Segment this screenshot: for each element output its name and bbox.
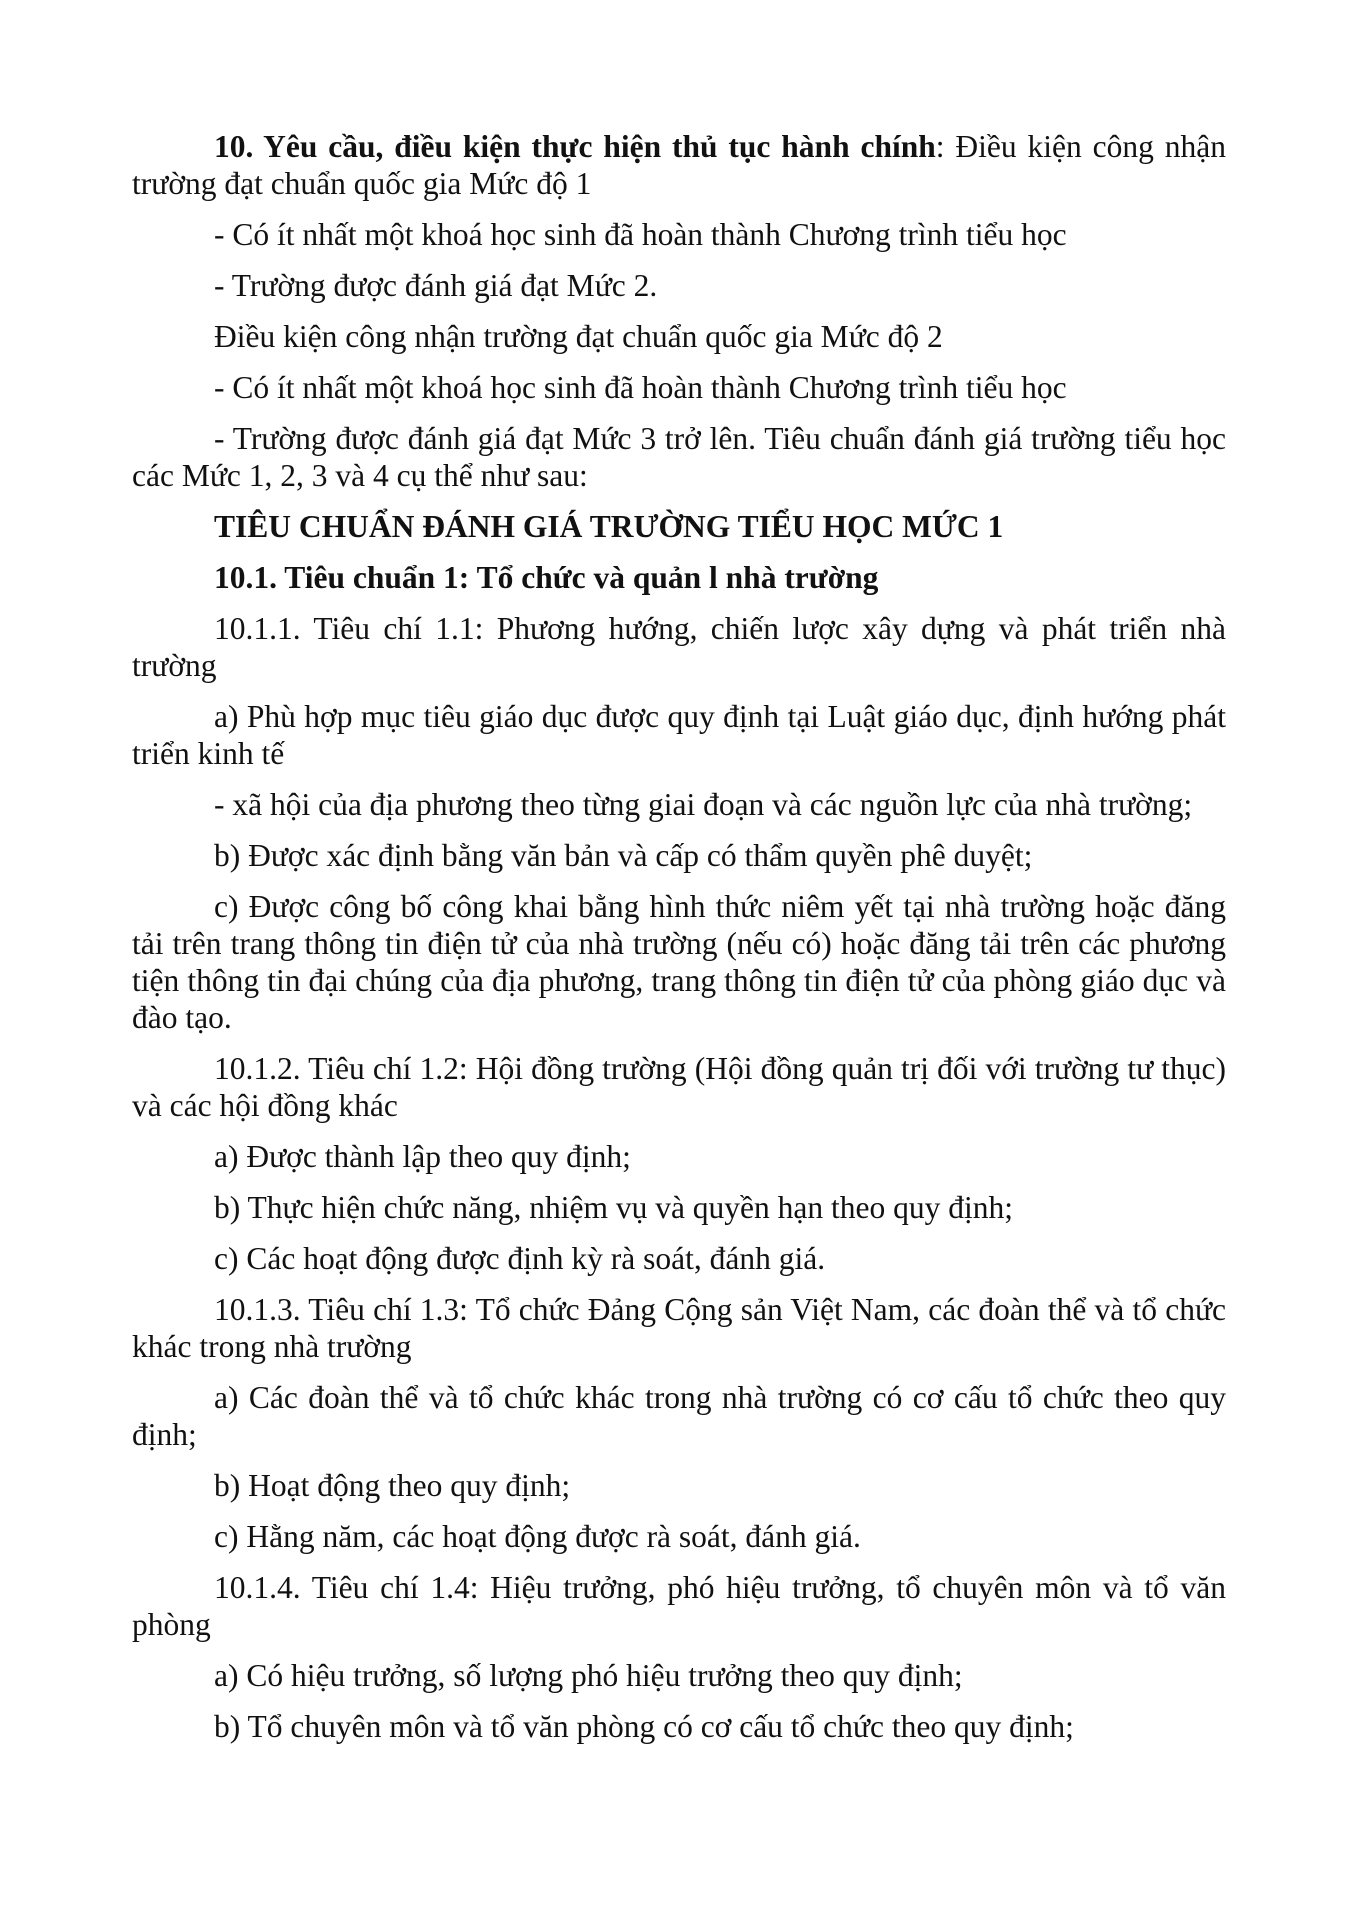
criterion-1-1-item-c: c) Được công bố công khai bằng hình thức niêm yết tại nhà trường hoặc đăng tải trên trang thông tin điện tử của nhà trường (nếu có) hoặc đăng tải trên các phương tiện thông tin đại chúng của địa phương, trang thông tin điện tử của phòng giáo dục và đào tạo. bbox=[132, 889, 1226, 1035]
criterion-1-1-item-b: b) Được xác định bằng văn bản và cấp có thẩm quyền phê duyệt; bbox=[214, 838, 1033, 873]
criterion-1-2-item-a: a) Được thành lập theo quy định; bbox=[214, 1139, 631, 1174]
document-page bbox=[132, 128, 1226, 1759]
criterion-1-1-item-a: a) Phù hợp mục tiêu giáo dục được quy định tại Luật giáo dục, định hướng phát triển kinh tế bbox=[132, 699, 1226, 771]
criterion-1-2-item-b: b) Thực hiện chức năng, nhiệm vụ và quyền hạn theo quy định; bbox=[214, 1190, 1014, 1225]
criterion-1-3-item-a: a) Các đoàn thể và tổ chức khác trong nhà trường có cơ cấu tổ chức theo quy định; bbox=[132, 1380, 1226, 1452]
level2-item-1: - Có ít nhất một khoá học sinh đã hoàn thành Chương trình tiểu học bbox=[214, 370, 1067, 405]
section-10-condition-level1: : Điều kiện công nhận trường đạt chuẩn quốc gia Mức độ 1 bbox=[132, 129, 1226, 201]
criterion-1-4-item-a: a) Có hiệu trưởng, số lượng phó hiệu trưởng theo quy định; bbox=[214, 1658, 963, 1693]
level2-item-2: - Trường được đánh giá đạt Mức 3 trở lên. Tiêu chuẩn đánh giá trường tiểu học các Mức 1, 2, 3 và 4 cụ thể như sau: bbox=[132, 421, 1226, 493]
level1-item-2: - Trường được đánh giá đạt Mức 2. bbox=[214, 268, 658, 303]
standard-1-title: 10.1. Tiêu chuẩn 1: Tổ chức và quản l nhà trường bbox=[214, 560, 879, 595]
level2-title: Điều kiện công nhận trường đạt chuẩn quốc gia Mức độ 2 bbox=[214, 319, 943, 354]
criterion-1-3-item-b: b) Hoạt động theo quy định; bbox=[214, 1468, 571, 1503]
level1-item-1: - Có ít nhất một khoá học sinh đã hoàn thành Chương trình tiểu học bbox=[214, 217, 1067, 252]
main-heading: TIÊU CHUẨN ĐÁNH GIÁ TRƯỜNG TIỂU HỌC MỨC 1 bbox=[214, 509, 1004, 544]
criterion-1-2-title: 10.1.2. Tiêu chí 1.2: Hội đồng trường (Hội đồng quản trị đối với trường tư thục) và các hội đồng khác bbox=[132, 1051, 1226, 1123]
criterion-1-3-item-c: c) Hằng năm, các hoạt động được rà soát, đánh giá. bbox=[214, 1519, 861, 1554]
section-10-title: 10. Yêu cầu, điều kiện thực hiện thủ tục hành chính bbox=[214, 129, 936, 164]
criterion-1-4-title: 10.1.4. Tiêu chí 1.4: Hiệu trưởng, phó hiệu trưởng, tổ chuyên môn và tổ văn phòng bbox=[132, 1570, 1226, 1642]
criterion-1-1-title: 10.1.1. Tiêu chí 1.1: Phương hướng, chiến lược xây dựng và phát triển nhà trường bbox=[132, 611, 1226, 683]
criterion-1-3-title: 10.1.3. Tiêu chí 1.3: Tổ chức Đảng Cộng sản Việt Nam, các đoàn thể và tổ chức khác trong nhà trường bbox=[132, 1292, 1226, 1364]
criterion-1-4-item-b: b) Tổ chuyên môn và tổ văn phòng có cơ cấu tổ chức theo quy định; bbox=[214, 1709, 1074, 1744]
criterion-1-2-item-c: c) Các hoạt động được định kỳ rà soát, đánh giá. bbox=[214, 1241, 826, 1276]
section-10-intro bbox=[132, 128, 1226, 202]
criterion-1-1-item-a-cont: - xã hội của địa phương theo từng giai đoạn và các nguồn lực của nhà trường; bbox=[214, 787, 1193, 822]
